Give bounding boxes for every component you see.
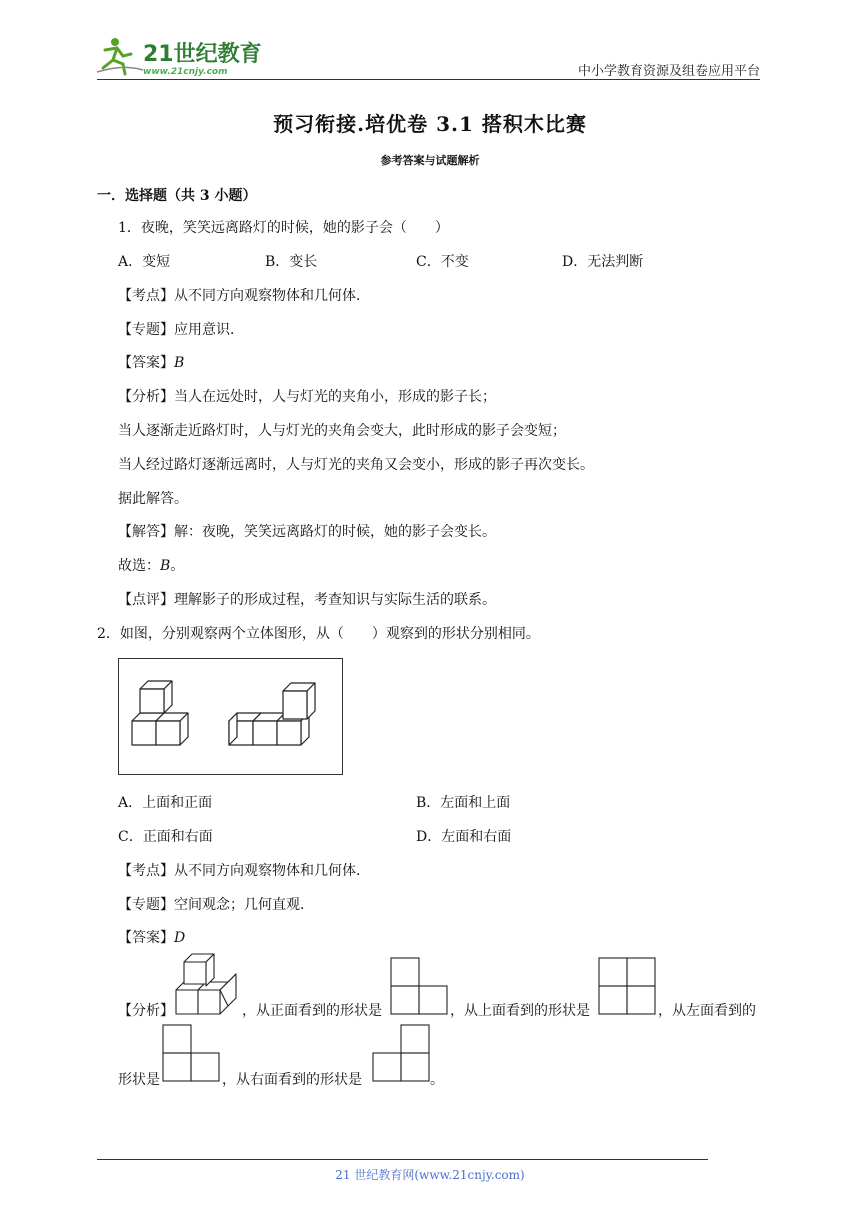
section-heading: 一．选择题（共 3 小题） — [97, 188, 257, 204]
q1-stem: 1．夜晚，笑笑远离路灯的时候，她的影子会（ ） — [118, 220, 449, 236]
q2-analysis-text-6: 。 — [430, 1072, 444, 1088]
q1-choose-value: B — [160, 558, 171, 574]
q2-zhuanti: 【专题】空间观念；几何直观． — [118, 897, 314, 913]
q2-option-a: A．上面和正面 — [118, 795, 213, 811]
footer-divider — [97, 1159, 708, 1160]
q2-analysis-text-1: ，从正面看到的形状是 — [242, 1003, 382, 1019]
q2-figure — [118, 658, 343, 775]
q1-answer — [118, 353, 184, 373]
q1-option-a: A．变短 — [118, 254, 171, 270]
q2-stem: 2．如图，分别观察两个立体图形，从（ ）观察到的形状分别相同。 — [97, 626, 540, 642]
q1-analysis-2: 当人逐渐走近路灯时，人与灯光的夹角会变大，此时形成的影子会变短； — [118, 423, 566, 439]
q1-choose — [118, 556, 184, 576]
q2-analysis-solid — [174, 952, 242, 1016]
platform-name: 中小学教育资源及组卷应用平台 — [577, 64, 760, 79]
runner-icon — [97, 38, 143, 74]
page-subtitle: 参考答案与试题解析 — [380, 154, 480, 167]
logo-text: 21世纪教育 — [143, 42, 262, 67]
footer-link[interactable]: 21 世纪教育网(www.21cnjy.com) — [335, 1168, 525, 1182]
q2-right-view — [372, 1024, 430, 1082]
q1-analysis-4: 据此解答。 — [118, 491, 188, 507]
page-title: 预习衔接.培优卷 3.1 搭积木比赛 — [273, 112, 587, 136]
q2-analysis-label: 【分析】 — [118, 1003, 174, 1019]
q1-option-b: B．变长 — [265, 254, 318, 270]
site-logo — [95, 34, 265, 78]
q2-answer-value: D — [174, 930, 186, 946]
q1-analysis-1: 【分析】当人在远处时，人与灯光的夹角小，形成的影子长； — [118, 389, 496, 405]
q2-option-b: B．左面和上面 — [416, 795, 511, 811]
q1-zhuanti: 【专题】应用意识． — [118, 322, 244, 338]
q1-option-d: D．无法判断 — [562, 254, 644, 270]
q2-top-view — [598, 957, 656, 1015]
q1-solution: 【解答】解：夜晚，笑笑远离路灯的时候，她的影子会变长。 — [118, 524, 496, 540]
q2-analysis-text-5: ，从右面看到的形状是 — [222, 1072, 362, 1088]
q2-answer-label: 【答案】 — [118, 930, 174, 946]
q2-kaodian: 【考点】从不同方向观察物体和几何体． — [118, 863, 370, 879]
q1-choose-end: 。 — [170, 558, 185, 574]
q2-analysis-text-4: 形状是 — [118, 1072, 160, 1088]
q2-option-c: C．正面和右面 — [118, 829, 213, 845]
q2-answer — [118, 928, 185, 948]
q1-option-c: C．不变 — [416, 254, 469, 270]
q1-analysis-3: 当人经过路灯逐渐远离时，人与灯光的夹角又会变小，形成的影子再次变长。 — [118, 457, 594, 473]
q1-choose-label: 故选： — [118, 558, 160, 574]
header-divider — [97, 79, 760, 80]
q1-kaodian: 【考点】从不同方向观察物体和几何体． — [118, 288, 370, 304]
q1-answer-value: B — [174, 355, 185, 371]
q2-front-view — [390, 957, 448, 1015]
q2-left-view — [162, 1024, 220, 1082]
solid-right — [229, 683, 315, 745]
q2-analysis-text-2: ，从上面看到的形状是 — [450, 1003, 590, 1019]
q2-option-d: D．左面和右面 — [416, 829, 512, 845]
q1-answer-label: 【答案】 — [118, 355, 174, 371]
q1-review: 【点评】理解影子的形成过程，考查知识与实际生活的联系。 — [118, 592, 496, 608]
logo-url: www.21cnjy.com — [143, 67, 228, 77]
solid-left — [132, 681, 188, 745]
q2-analysis-text-3: ，从左面看到的 — [658, 1003, 756, 1019]
